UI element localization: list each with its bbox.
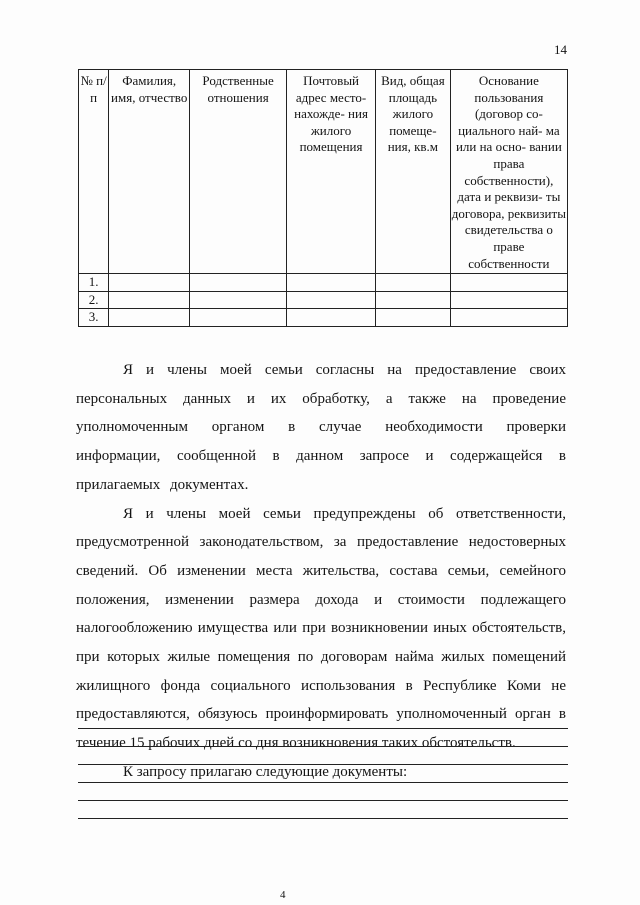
table-cell bbox=[190, 309, 287, 327]
header-relation: Родственные отношения bbox=[190, 70, 287, 274]
table-row bbox=[79, 274, 568, 292]
header-number: № п/п bbox=[79, 70, 109, 274]
blank-line bbox=[78, 746, 568, 747]
table-row bbox=[79, 309, 568, 327]
table-cell bbox=[190, 291, 287, 309]
blank-line bbox=[78, 728, 568, 729]
body-text bbox=[76, 356, 566, 787]
row-number-cell: 1. bbox=[79, 274, 109, 292]
table-cell bbox=[109, 309, 190, 327]
attachments-heading: К запросу прилагаю следующие документы: bbox=[123, 763, 408, 780]
row-number-cell: 3. bbox=[79, 309, 109, 327]
table-cell bbox=[376, 274, 451, 292]
header-full-name: Фамилия, имя, отчество bbox=[109, 70, 190, 274]
table-cell bbox=[190, 274, 287, 292]
header-postal-address: Почтовый адрес место- нахожде- ния жилого помещения bbox=[287, 70, 376, 274]
attachments-lines bbox=[78, 728, 568, 836]
table-cell bbox=[450, 309, 567, 327]
table-cell bbox=[287, 291, 376, 309]
blank-line bbox=[78, 764, 568, 765]
table-cell bbox=[287, 309, 376, 327]
table-cell bbox=[450, 291, 567, 309]
row-number-cell: 2. bbox=[79, 291, 109, 309]
footer-mark: 4 bbox=[280, 889, 286, 901]
table-row bbox=[79, 291, 568, 309]
blank-line bbox=[78, 800, 568, 801]
header-type-area: Вид, общая площадь жилого помеще- ния, кв.м bbox=[376, 70, 451, 274]
table-header-row bbox=[79, 70, 568, 274]
blank-line bbox=[78, 818, 568, 819]
table-cell bbox=[376, 291, 451, 309]
table-cell bbox=[376, 309, 451, 327]
family-housing-table bbox=[78, 69, 568, 327]
table-cell bbox=[109, 274, 190, 292]
header-basis: Основание пользования (договор со- циального най- ма или на осно- вании права собственности), дата и реквизи- ты договора, реквизиты свидетельства о праве собственности bbox=[450, 70, 567, 274]
blank-line bbox=[78, 782, 568, 783]
responsibility-paragraph: Я и члены моей семьи предупреждены об ответственности, предусмотренной законодательством, за предоставление недостоверных сведений. Об изменении места жительства, состава семьи, семейного положения, изменении размера дохода и стоимости подлежащего налогообложению имущества или при возникновении иных обстоятельств, при которых жилые помещения по договорам найма жилых помещений жилищного фонда социального использования в Республике Коми не предоставляются, обязуюсь проинформировать уполномоченный орган в течение 15 рабочих дней со дня возникновения таких обстоятельств. bbox=[76, 505, 566, 752]
page-number: 14 bbox=[554, 42, 567, 57]
consent-paragraph: Я и члены моей семьи согласны на предоставление своих персональных данных и их обработку, а также на проведение уполномоченным органом в случае необходимости проверки информации, сообщенной в данном запросе и содержащейся в прилагаемых документах. bbox=[76, 362, 566, 493]
table-cell bbox=[450, 274, 567, 292]
table-cell bbox=[109, 291, 190, 309]
table-cell bbox=[287, 274, 376, 292]
